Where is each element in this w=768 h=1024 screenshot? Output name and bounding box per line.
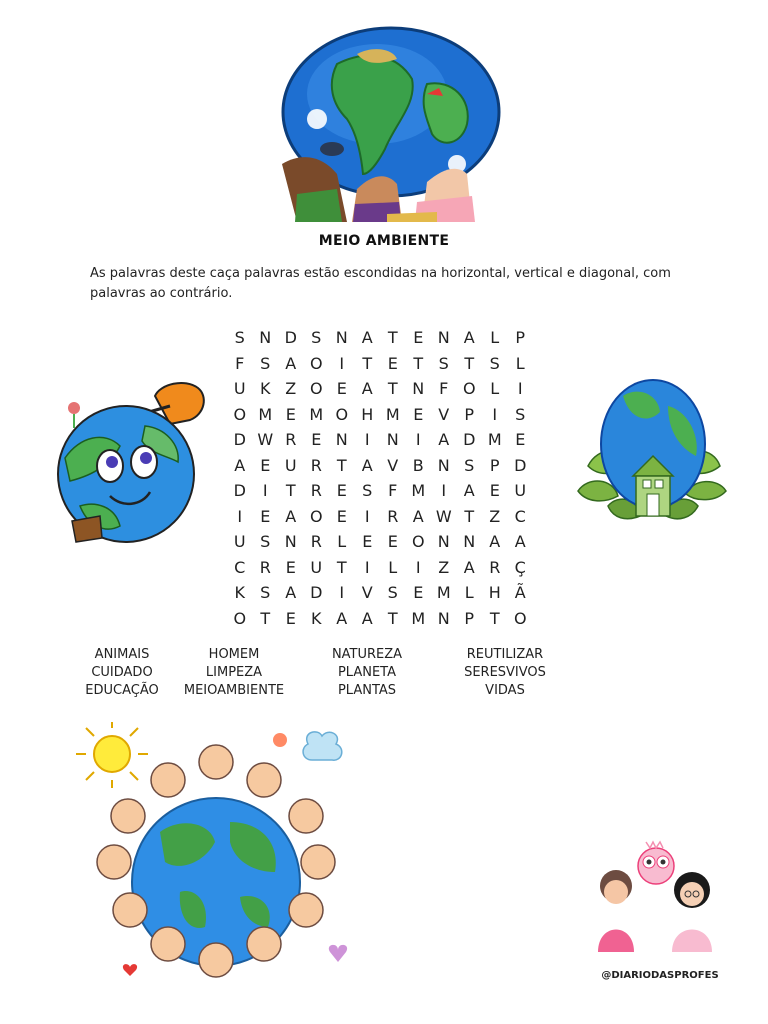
smiling-earth-illustration	[50, 366, 210, 546]
social-handle: @DIARIODASPROFES	[601, 970, 719, 981]
grid-letter: B	[412, 455, 424, 475]
grid-letter: P	[515, 328, 526, 348]
grid-letter: E	[285, 608, 296, 628]
grid-letter: P	[489, 455, 500, 475]
grid-letter: N	[437, 608, 450, 628]
grid-letter: N	[259, 328, 272, 348]
grid-letter: U	[233, 379, 246, 399]
grid-letter: O	[309, 379, 323, 399]
grid-letter: R	[310, 455, 322, 475]
grid-letter: D	[463, 430, 476, 450]
grid-letter: S	[260, 583, 271, 603]
word-list-item: PLANETA	[337, 665, 397, 680]
word-list-item: REUTILIZAR	[466, 647, 544, 662]
grid-letter: U	[233, 532, 246, 552]
grid-letter: E	[413, 404, 424, 424]
grid-letter: E	[362, 532, 373, 552]
grid-letter: K	[260, 379, 271, 399]
grid-letter: T	[285, 481, 296, 501]
grid-letter: M	[436, 583, 451, 603]
earth-house-illustration	[568, 376, 738, 531]
grid-letter: N	[437, 532, 450, 552]
grid-letter: T	[387, 379, 398, 399]
grid-letter: O	[233, 404, 247, 424]
grid-letter: N	[335, 328, 348, 348]
grid-letter: U	[310, 557, 323, 577]
grid-letter: R	[259, 557, 271, 577]
grid-letter: A	[489, 532, 501, 552]
grid-letter: V	[361, 583, 373, 603]
grid-letter: T	[464, 353, 475, 373]
grid-letter: T	[362, 353, 373, 373]
grid-letter: S	[438, 353, 449, 373]
word-list-item: SERESVIVOS	[464, 665, 546, 680]
grid-letter: E	[515, 430, 526, 450]
grid-letter: Z	[285, 379, 297, 399]
grid-letter: A	[514, 532, 526, 552]
grid-letter: F	[388, 481, 398, 501]
grid-letter: K	[234, 583, 245, 603]
grid-letter: T	[260, 608, 271, 628]
grid-letter: M	[385, 404, 400, 424]
grid-letter: S	[515, 404, 526, 424]
grid-letter: P	[464, 608, 475, 628]
grid-letter: S	[260, 532, 271, 552]
grid-letter: A	[361, 608, 373, 628]
earth-held-by-hands-illustration	[277, 24, 503, 222]
grid-letter: M	[258, 404, 273, 424]
word-list-item: VIDAS	[485, 683, 525, 698]
grid-letter: Ã	[514, 583, 526, 603]
word-list-item: PLANTAS	[337, 683, 397, 698]
grid-letter: E	[489, 481, 500, 501]
grid-letter: I	[339, 583, 345, 603]
grid-letter: E	[260, 455, 271, 475]
grid-letter: S	[260, 353, 271, 373]
grid-letter: V	[438, 404, 450, 424]
grid-letter: M	[309, 404, 324, 424]
grid-letter: E	[285, 404, 296, 424]
grid-letter: E	[336, 379, 347, 399]
grid-letter: I	[237, 506, 243, 526]
grid-letter: N	[412, 379, 425, 399]
grid-letter: C	[234, 557, 246, 577]
grid-letter: A	[412, 506, 424, 526]
grid-letter: O	[513, 608, 527, 628]
word-list-item: EDUCAÇÃO	[85, 683, 159, 698]
grid-letter: Z	[489, 506, 501, 526]
grid-letter: R	[489, 557, 501, 577]
grid-letter: S	[311, 328, 322, 348]
grid-letter: A	[438, 430, 450, 450]
grid-letter: A	[463, 328, 475, 348]
grid-letter: M	[411, 481, 426, 501]
grid-letter: A	[234, 455, 246, 475]
grid-letter: O	[335, 404, 349, 424]
grid-letter: I	[364, 506, 370, 526]
grid-letter: T	[387, 608, 398, 628]
grid-letter: I	[339, 353, 345, 373]
grid-letter: L	[490, 379, 500, 399]
grid-letter: A	[336, 608, 348, 628]
grid-letter: N	[335, 430, 348, 450]
grid-letter: A	[463, 557, 475, 577]
grid-letter: F	[439, 379, 449, 399]
grid-letter: E	[260, 506, 271, 526]
word-search-grid	[227, 325, 553, 631]
grid-letter: S	[362, 481, 373, 501]
grid-letter: D	[233, 430, 246, 450]
grid-letter: A	[285, 506, 297, 526]
grid-letter: D	[310, 583, 323, 603]
grid-letter: Z	[438, 557, 450, 577]
grid-letter: O	[411, 532, 425, 552]
grid-letter: E	[413, 328, 424, 348]
grid-letter: E	[336, 481, 347, 501]
grid-letter: M	[411, 608, 426, 628]
grid-letter: L	[388, 557, 398, 577]
grid-letter: L	[464, 583, 474, 603]
grid-letter: E	[285, 557, 296, 577]
grid-letter: M	[487, 430, 502, 450]
grid-letter: A	[463, 481, 475, 501]
grid-letter: I	[364, 557, 370, 577]
grid-letter: V	[387, 455, 399, 475]
grid-letter: A	[361, 455, 373, 475]
grid-letter: A	[361, 379, 373, 399]
teachers-logo-illustration	[590, 836, 726, 952]
grid-letter: A	[361, 328, 373, 348]
grid-letter: I	[262, 481, 268, 501]
grid-letter: F	[235, 353, 245, 373]
word-list-item: NATUREZA	[331, 647, 403, 662]
grid-letter: O	[309, 353, 323, 373]
grid-letter: A	[285, 353, 297, 373]
grid-letter: O	[462, 379, 476, 399]
page-title: MEIO AMBIENTE	[318, 233, 450, 249]
grid-letter: T	[336, 455, 347, 475]
grid-letter: O	[233, 608, 247, 628]
grid-letter: N	[284, 532, 297, 552]
grid-letter: O	[309, 506, 323, 526]
grid-letter: I	[364, 430, 370, 450]
grid-letter: T	[489, 608, 500, 628]
grid-letter: D	[514, 455, 527, 475]
grid-letter: E	[336, 506, 347, 526]
grid-letter: T	[464, 506, 475, 526]
grid-letter: L	[490, 328, 500, 348]
grid-letter: P	[464, 404, 475, 424]
word-list-item: CUIDADO	[91, 665, 153, 680]
grid-letter: D	[284, 328, 297, 348]
grid-letter: I	[517, 379, 523, 399]
grid-letter: Ç	[514, 557, 526, 577]
grid-letter: E	[311, 430, 322, 450]
grid-letter: T	[336, 557, 347, 577]
grid-letter: U	[514, 481, 527, 501]
word-list-item: ANIMAIS	[94, 647, 150, 662]
grid-letter: I	[415, 430, 421, 450]
grid-letter: N	[437, 455, 450, 475]
word-list	[74, 647, 594, 701]
grid-letter: R	[310, 481, 322, 501]
grid-letter: R	[310, 532, 322, 552]
grid-letter: C	[514, 506, 526, 526]
grid-letter: W	[435, 506, 452, 526]
instructions-text: As palavras deste caça palavras estão escondidas na horizontal, vertical e diagonal, com palavras ao contrário.	[90, 266, 671, 301]
grid-letter: R	[387, 506, 399, 526]
grid-letter: S	[387, 583, 398, 603]
grid-letter: I	[415, 557, 421, 577]
grid-letter: T	[387, 328, 398, 348]
grid-letter: D	[233, 481, 246, 501]
grid-letter: N	[437, 328, 450, 348]
grid-letter: E	[413, 583, 424, 603]
grid-letter: E	[387, 532, 398, 552]
grid-letter: U	[284, 455, 297, 475]
grid-letter: A	[285, 583, 297, 603]
grid-letter: W	[257, 430, 274, 450]
grid-letter: K	[311, 608, 322, 628]
grid-letter: I	[492, 404, 498, 424]
children-globe-illustration	[70, 722, 360, 984]
word-list-item: HOMEM	[208, 647, 260, 662]
grid-letter: L	[515, 353, 525, 373]
grid-letter: T	[413, 353, 424, 373]
grid-letter: S	[464, 455, 475, 475]
grid-letter: S	[234, 328, 245, 348]
grid-letter: E	[387, 353, 398, 373]
grid-letter: N	[386, 430, 399, 450]
word-list-item: LIMPEZA	[205, 665, 263, 680]
grid-letter: S	[489, 353, 500, 373]
grid-letter: H	[488, 583, 501, 603]
word-list-item: MEIOAMBIENTE	[183, 683, 285, 698]
grid-letter: R	[285, 430, 297, 450]
grid-letter: N	[463, 532, 476, 552]
grid-letter: H	[361, 404, 374, 424]
grid-letter: L	[337, 532, 347, 552]
grid-letter: I	[441, 481, 447, 501]
